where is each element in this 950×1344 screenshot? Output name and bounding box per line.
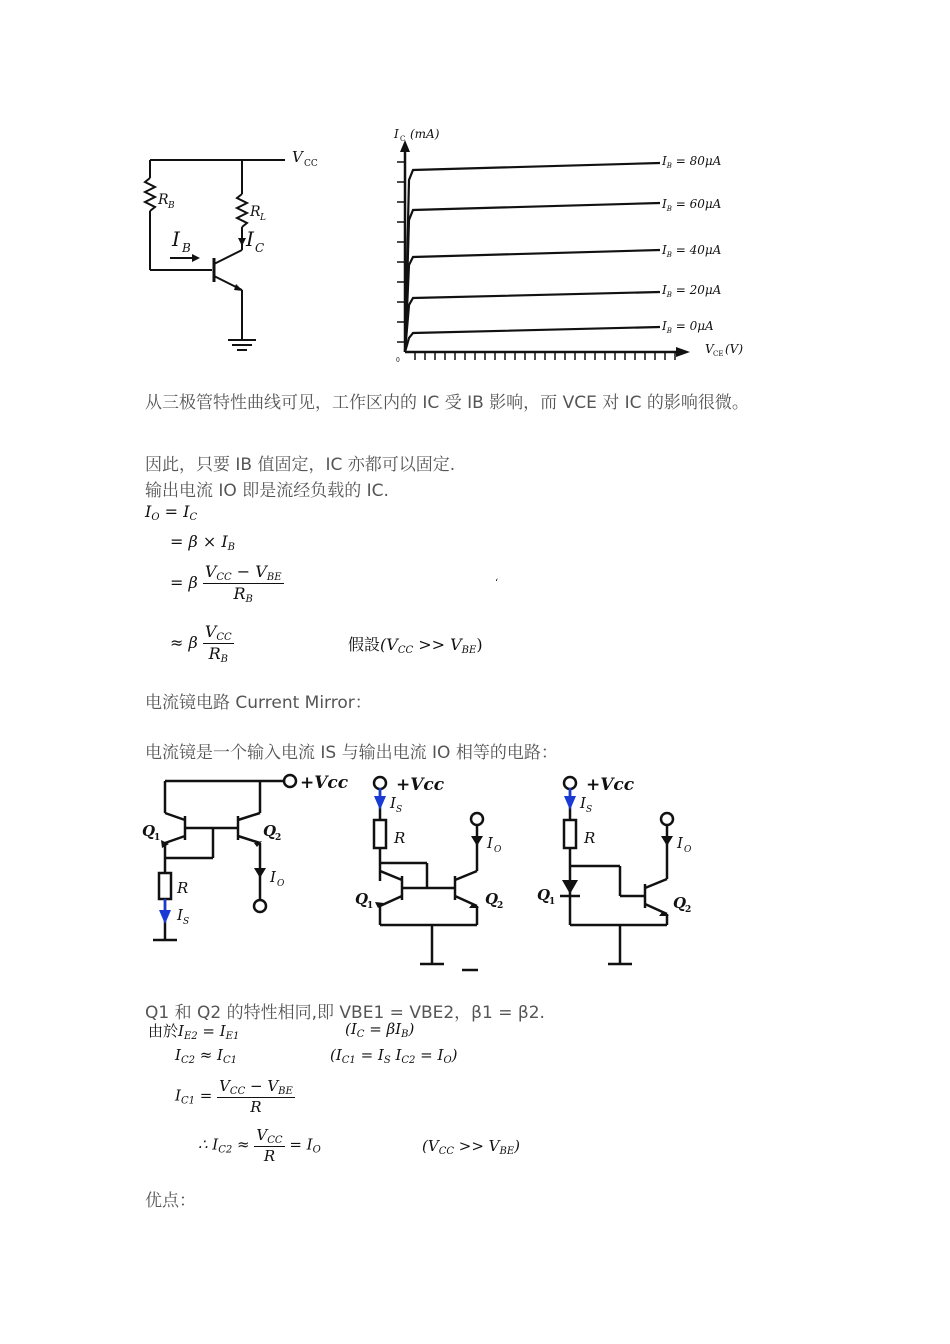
equation-mirror-line1-right: $(I_C = \beta I_B)$ <box>345 1020 415 1040</box>
circuit-a-io: I <box>270 868 276 886</box>
circuit-a-io-sub: O <box>277 879 285 889</box>
bias-circuit-diagram <box>140 140 340 355</box>
paragraph-curve-note: 从三极管特性曲线可见，工作区内的 IC 受 IB 影响，而 VCE 对 IC 的影响很微。 <box>145 393 749 413</box>
origin-label: 0 <box>396 357 400 364</box>
x-axis-label: V <box>705 342 714 356</box>
paragraph-q1-q2: Q1 和 Q2 的特性相同,即 VBE1 = VBE2，β1 = β2. <box>145 1003 545 1023</box>
circuit-c-io: I <box>677 834 683 852</box>
circuit-c-io-sub: O <box>684 845 692 855</box>
circuit-b-is-sub: S <box>396 805 403 815</box>
paragraph-ib-fixed: 因此，只要 IB 值固定，IC 亦都可以固定. <box>145 455 456 475</box>
circuit-b-r: R <box>394 829 406 847</box>
circuit-c-vcc: +Vcc <box>586 775 635 795</box>
circuit-b-io: I <box>487 834 493 852</box>
equation-mirror-line3: $I_{C1}$ = $\frac{V_{CC} - V_{BE}}{R}$ <box>175 1077 293 1116</box>
circuit-b-q2: Q <box>485 890 499 908</box>
ic-sub: C <box>255 241 265 255</box>
circuit-a-q2: Q <box>263 822 277 840</box>
equation-io-line4: ≈ β $\frac{V_{CC}}{R_B}$ <box>170 622 232 665</box>
equation-io-line2: = $\beta \times I_B$ <box>170 532 235 553</box>
characteristic-curves-chart <box>380 120 760 365</box>
circuit-c-r: R <box>584 829 596 847</box>
circuit-a-q1-sub: 1 <box>154 833 161 843</box>
paragraph-current-mirror-def: 电流镜是一个输入电流 IS 与输出电流 IO 相等的电路： <box>145 743 558 763</box>
heading-current-mirror: 电流镜电路 Current Mirror： <box>145 693 372 713</box>
curve-label: $I_B = 80\mu A$ <box>662 154 722 170</box>
circuit-a-r: R <box>177 879 189 897</box>
equation-mirror-line4-right: $(V_{CC} >> V_{BE})$ <box>422 1137 521 1157</box>
circuit-a-q2-sub: 2 <box>275 833 282 843</box>
equation-mirror-line2: $I_{C2} \approx I_{C1}$ <box>175 1046 237 1066</box>
rl-label: R <box>250 204 261 220</box>
vcc-sub: CC <box>304 159 318 169</box>
circuit-c-q2-sub: 2 <box>685 905 692 915</box>
equation-io-line3: = β $\frac{V_{CC} - V_{BE}}{R_B}$ <box>170 562 282 605</box>
equation-mirror-line4: ∴ $I_{C2}$ ≈ $\frac{V_{CC}}{R}$ = $I_O$ <box>198 1126 321 1165</box>
circuit-a-is-sub: S <box>183 917 190 927</box>
circuit-c-q2: Q <box>673 894 687 912</box>
equation-io-line1: $I_O = I_C$ <box>145 502 198 523</box>
x-axis-unit: (V) <box>725 342 744 356</box>
circuit-a-q1: Q <box>142 822 156 840</box>
circuit-b-vcc: +Vcc <box>396 775 445 795</box>
paragraph-io-load: 输出电流 IO 即是流经负载的 IC. <box>145 481 389 501</box>
y-axis-unit: (mA) <box>410 127 440 141</box>
x-axis-sub: CE <box>713 350 724 358</box>
circuit-a-vcc: +Vcc <box>300 773 349 793</box>
ib-label: I <box>172 227 180 251</box>
curve-label: $I_B = 0\mu A$ <box>662 319 714 335</box>
circuit-c-q1-sub: 1 <box>549 897 556 907</box>
equation-mirror-line1: 由於$I_{E2} = I_{E1}$ <box>148 1022 240 1042</box>
circuit-b-q2-sub: 2 <box>497 901 504 911</box>
curve-label: $I_B = 60\mu A$ <box>662 197 722 213</box>
circuit-b-is: I <box>390 794 396 812</box>
ic-label: I <box>246 227 254 251</box>
circuit-b-q1-sub: 1 <box>367 901 374 911</box>
ib-sub: B <box>182 241 191 255</box>
circuit-c-q1: Q <box>537 886 551 904</box>
circuit-b-io-sub: O <box>494 845 502 855</box>
y-axis-label: I <box>394 127 399 141</box>
circuit-a-is: I <box>177 906 183 924</box>
curve-label: $I_B = 20\mu A$ <box>662 283 722 299</box>
assumption-note: 假設$(V_{CC} >> V_{BE})$ <box>348 635 483 656</box>
circuit-b-q1: Q <box>355 890 369 908</box>
vcc-label: V <box>292 148 303 166</box>
rb-sub: B <box>168 201 175 211</box>
curve-label: $I_B = 40\mu A$ <box>662 243 722 259</box>
circuit-c-is: I <box>580 794 586 812</box>
stray-mark: ‘ <box>495 578 499 589</box>
heading-advantages: 优点： <box>145 1191 196 1211</box>
y-axis-sub: C <box>400 135 406 143</box>
equation-mirror-line2-right: ($I_{C1} = I_S$ $I_{C2} = I_O$) <box>330 1046 458 1066</box>
circuit-c-is-sub: S <box>586 805 593 815</box>
rb-label: R <box>158 192 169 208</box>
current-mirror-diagrams <box>140 768 710 978</box>
rl-sub: L <box>260 213 266 223</box>
